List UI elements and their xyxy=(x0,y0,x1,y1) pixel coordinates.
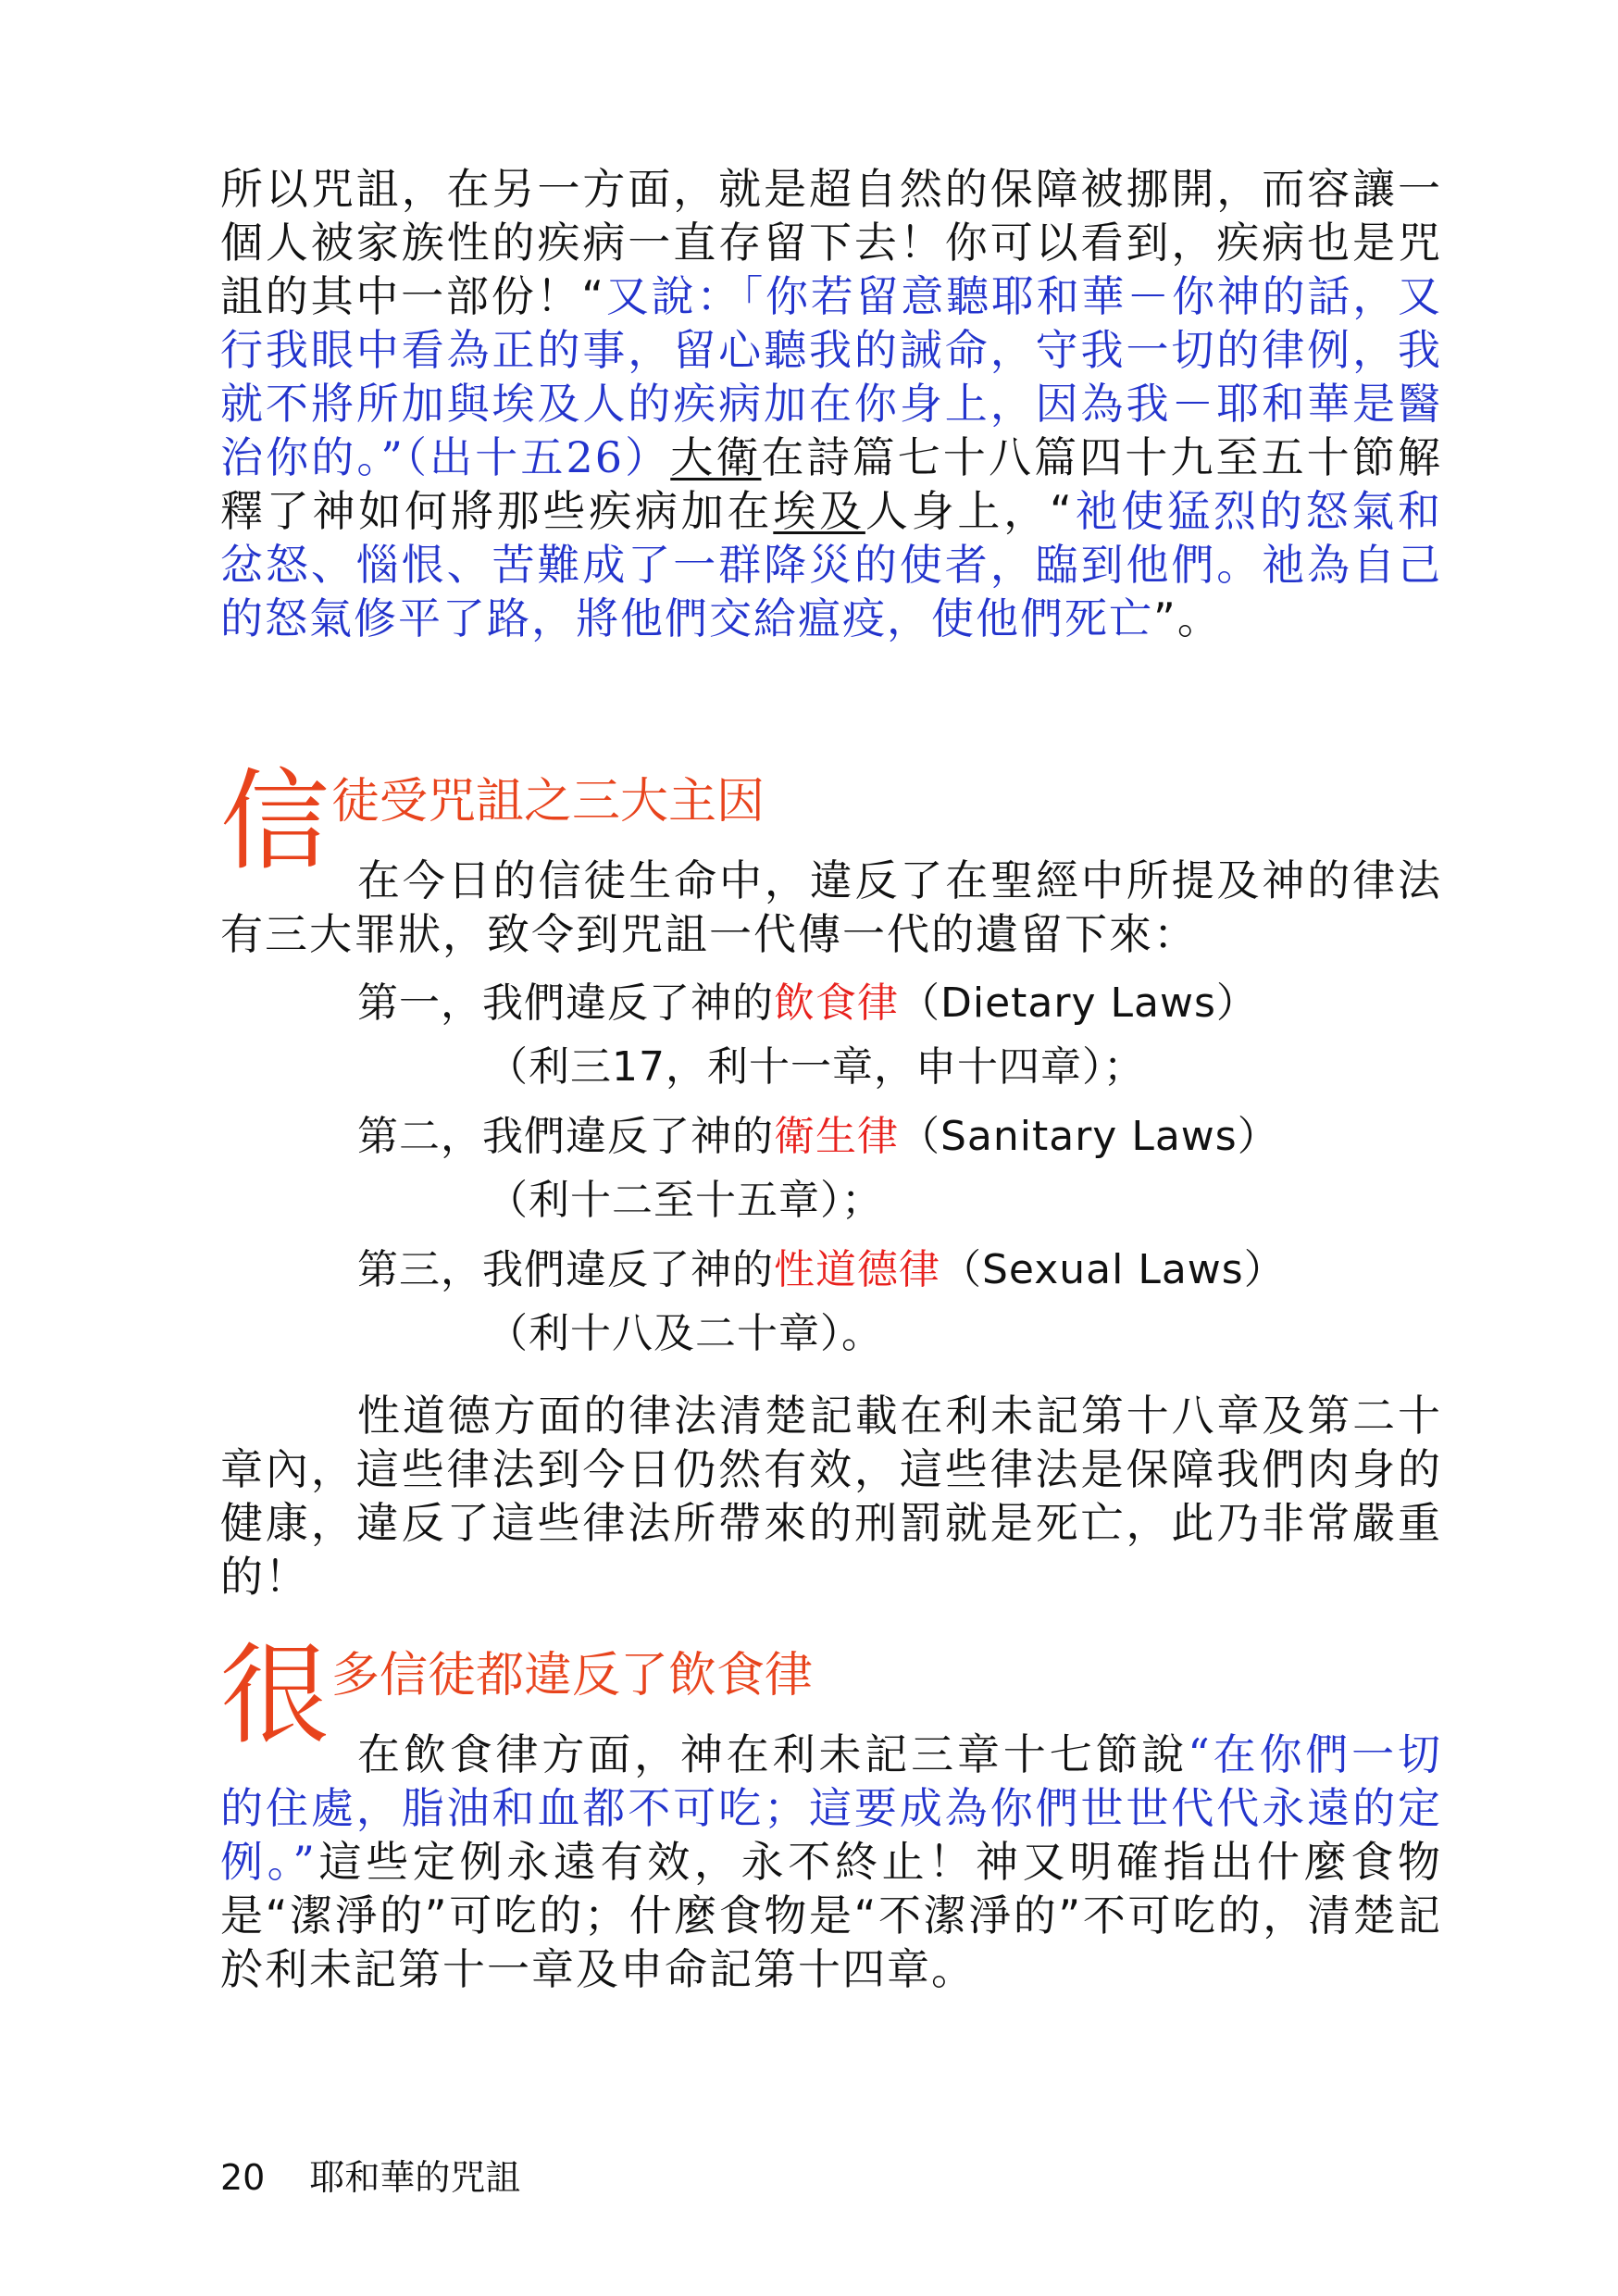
law-prefix: 第三，我們違反了神的 xyxy=(357,1246,774,1293)
law-item-2 xyxy=(357,1110,1279,1164)
law-name: 飲食律 xyxy=(774,980,899,1027)
law-item-3-ref xyxy=(487,1307,883,1361)
law-english: （Sexual Laws） xyxy=(940,1246,1286,1293)
law-name: 性道德律 xyxy=(774,1246,940,1293)
quote-mark: ”。 xyxy=(1153,593,1222,643)
paragraph-text: 性道德方面的律法清楚記載在利未記第十八章及第二十章內，這些律法到今日仍然有效，這些律法是保障我們肉身的健康，違反了這些律法所帶來的刑罰就是死亡，此乃非常嚴重的！ xyxy=(220,1391,1442,1602)
heading-text: 多信徒都違反了飲食律 xyxy=(331,1648,814,1703)
law-reference: （利十八及二十章）。 xyxy=(487,1310,883,1357)
law-english: （Sanitary Laws） xyxy=(899,1113,1279,1160)
law-prefix: 第二，我們違反了神的 xyxy=(357,1113,774,1160)
underlined-name-david: 大衛 xyxy=(670,432,762,482)
paragraph-text xyxy=(220,162,1442,645)
scripture-quote-leviticus: “在你們一切的住處，脂油和血都不可吃；這要成為你們世世代代永遠的定例。” xyxy=(220,1729,1442,1887)
body-text: 這些定例永遠有效，永不終止！神又明確指出什麼食物是“潔淨的”可吃的；什麼食物是“不潔淨的”不可吃的，清楚記於利未記第十一章及申命記第十四章。 xyxy=(220,1837,1442,1994)
scripture-reference: （出十五26） xyxy=(404,432,671,482)
body-text: 在詩篇七十八篇四十九至五十節解釋了神如何將那些疾病加在 xyxy=(220,432,1442,536)
law-prefix: 第一，我們違反了神的 xyxy=(357,980,774,1027)
law-reference: （利三17，利十一章，申十四章）； xyxy=(487,1043,1145,1091)
body-text: 所以咒詛，在另一方面，就是超自然的保障被挪開，而容讓一個人被家族性的疾病一直存留下去！你可以看到，疾病也是咒詛的其中一部份！“ xyxy=(220,164,1442,321)
law-item-1 xyxy=(357,977,1258,1030)
quote-mark: “ xyxy=(1049,486,1074,536)
body-text: 人身上， xyxy=(865,486,1050,536)
heading-text: 徒受咒詛之三大主因 xyxy=(331,774,765,830)
paragraph-curse-disease xyxy=(220,162,1442,645)
scripture-quote-psalm: 祂使猛烈的怒氣和忿怒、惱恨、苦難成了一群降災的使者，臨到他們。祂為自己的怒氣修平了路，將他們交給瘟疫，使他們死亡 xyxy=(220,486,1443,643)
paragraph-three-sins xyxy=(220,854,1442,961)
paragraph-text xyxy=(220,1728,1442,1996)
law-item-3 xyxy=(357,1243,1286,1297)
scripture-quote-exodus: 又說：「你若留意聽耶和華－你神的話，又行我眼中看為正的事，留心聽我的誡命，守我一切的律例，我就不將所加與埃及人的疾病加在你身上，因為我－耶和華是醫治你的。” xyxy=(220,271,1442,482)
underlined-name-egypt: 埃及 xyxy=(773,486,865,536)
paragraph-sexual-laws xyxy=(220,1389,1442,1603)
book-title: 耶和華的咒詛 xyxy=(309,2157,521,2198)
paragraph-text: 在今日的信徒生命中，違反了在聖經中所提及神的律法有三大罪狀，致令到咒詛一代傳一代的遺留下來： xyxy=(220,855,1442,959)
page-number: 20 xyxy=(220,2157,266,2198)
drop-cap: 信 xyxy=(220,757,330,885)
law-item-2-ref xyxy=(487,1174,883,1228)
law-reference: （利十二至十五章）； xyxy=(487,1177,883,1224)
drop-cap: 很 xyxy=(220,1631,330,1759)
law-name: 衛生律 xyxy=(774,1113,899,1160)
body-text: 在飲食律方面，神在利未記三章十七節說 xyxy=(357,1729,1189,1779)
law-english: （Dietary Laws） xyxy=(899,980,1258,1027)
paragraph-dietary-law xyxy=(220,1728,1442,1996)
law-item-1-ref xyxy=(487,1041,1145,1094)
page-footer xyxy=(220,2157,520,2198)
